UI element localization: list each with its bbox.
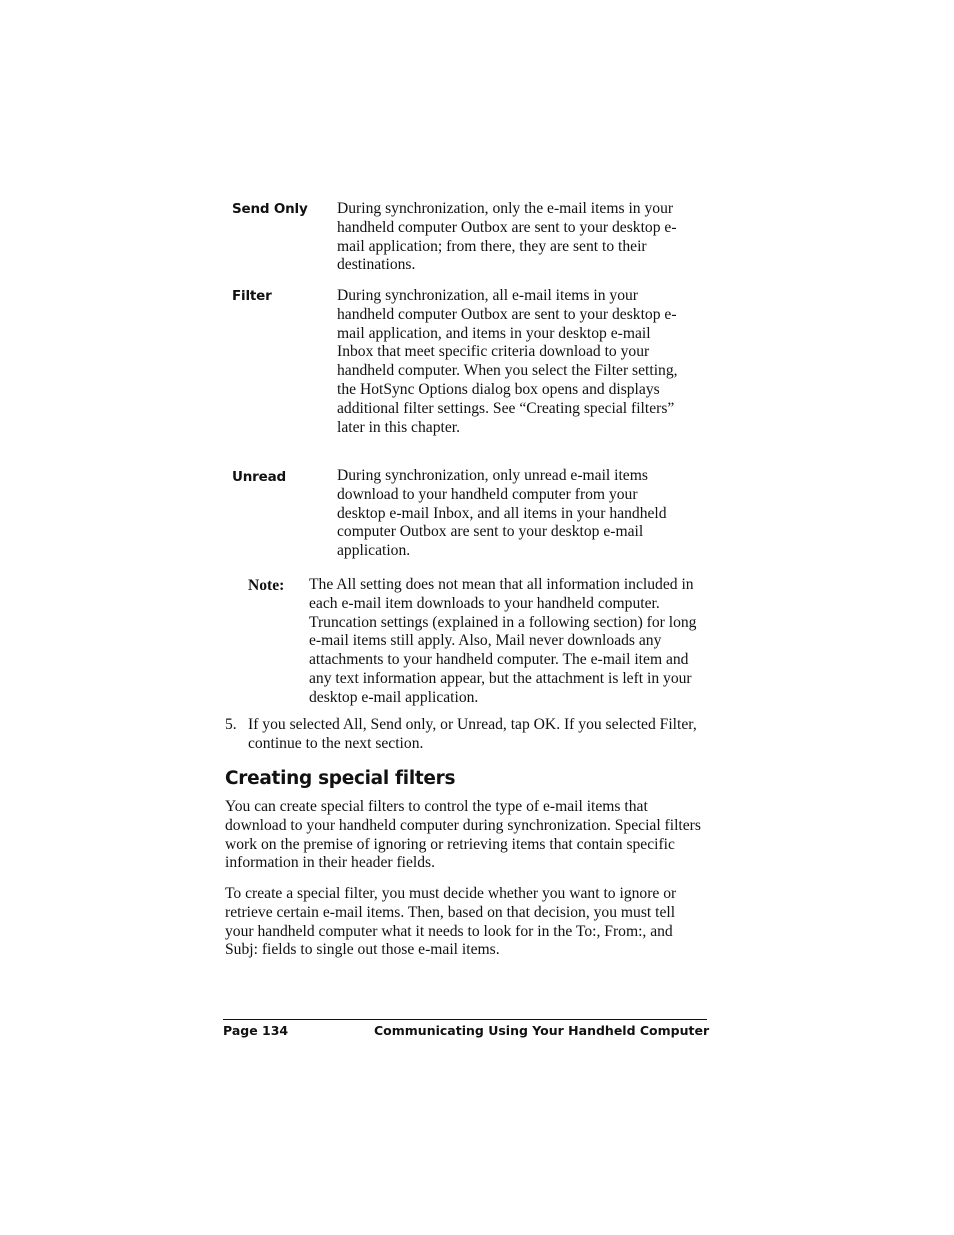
term-filter: Filter: [232, 288, 272, 304]
step-number: 5.: [225, 716, 237, 733]
note-text: The All setting does not mean that all information included in each e-mail item downloads to your handheld computer. Truncation settings (explained in a following section) for long e-mail items still apply. Also, Mail never downloads any attachments to your handheld computer. The e-mail item and any text information appear, but the attachment is left in your desktop e-mail application.: [309, 576, 697, 706]
footer-rule: [223, 1019, 707, 1020]
section-paragraph-2: To create a special filter, you must decide whether you want to ignore or retrieve certain e-mail items. Then, based on that decision, you must tell your handheld computer what it needs to look for in the To:, From:, and Subj: fields to single out those e-mail items.: [225, 885, 677, 959]
definition-send-only: During synchronization, only the e-mail items in your handheld computer Outbox are sent to your desktop e-mail application; from there, they are sent to their destinations.: [337, 200, 677, 274]
note-label: Note:: [248, 577, 285, 594]
section-heading: Creating special filters: [225, 768, 456, 789]
term-send-only: Send Only: [232, 201, 308, 217]
chapter-title: Communicating Using Your Handheld Computer: [374, 1023, 710, 1038]
term-unread: Unread: [232, 469, 286, 485]
section-paragraph-1: You can create special filters to control the type of e-mail items that download to your handheld computer during synchronization. Special filters work on the premise of ignoring or retrieving items that contain specific information in their header fields.: [225, 798, 701, 872]
definition-unread: During synchronization, only unread e-mail items download to your handheld computer from your desktop e-mail Inbox, and all items in your handheld computer Outbox are sent to your desktop e-mail application.: [337, 467, 667, 560]
step-text: If you selected All, Send only, or Unread, tap OK. If you selected Filter, continue to the next section.: [248, 716, 697, 752]
page-number: Page 134: [223, 1023, 289, 1038]
definition-filter: During synchronization, all e-mail items in your handheld computer Outbox are sent to your desktop e-mail application, and items in your desktop e-mail Inbox that meet specific criteria download to your handheld computer. When you select the Filter setting, the HotSync Options dialog box opens and displays additional filter settings. See “Creating special filters” later in this chapter.: [337, 287, 678, 436]
